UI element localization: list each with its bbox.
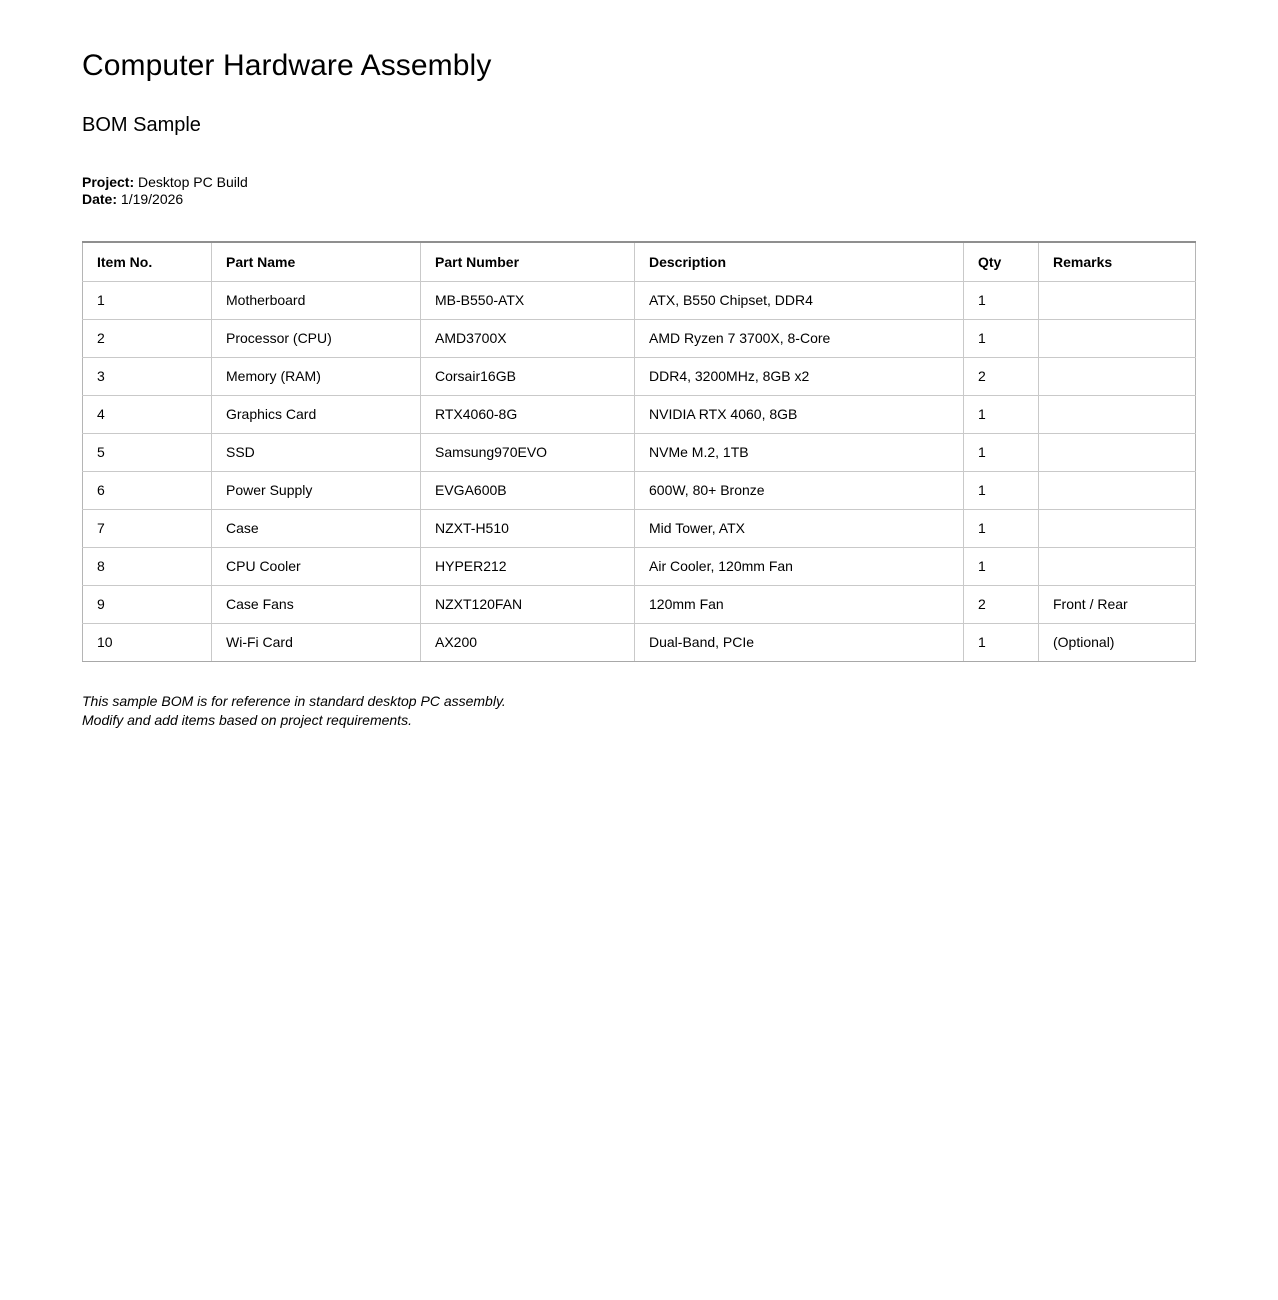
table-row bbox=[83, 395, 1196, 433]
cell-item-no: 1 bbox=[83, 281, 212, 319]
cell-description: AMD Ryzen 7 3700X, 8-Core bbox=[635, 319, 964, 357]
cell-description: DDR4, 3200MHz, 8GB x2 bbox=[635, 357, 964, 395]
cell-part-number: NZXT-H510 bbox=[421, 509, 635, 547]
cell-part-number: NZXT120FAN bbox=[421, 585, 635, 623]
table-row bbox=[83, 471, 1196, 509]
cell-remarks bbox=[1039, 281, 1196, 319]
cell-description: 600W, 80+ Bronze bbox=[635, 471, 964, 509]
cell-description: NVIDIA RTX 4060, 8GB bbox=[635, 395, 964, 433]
cell-description: Air Cooler, 120mm Fan bbox=[635, 547, 964, 585]
cell-remarks bbox=[1039, 433, 1196, 471]
cell-part-number: MB-B550-ATX bbox=[421, 281, 635, 319]
cell-part-number: RTX4060-8G bbox=[421, 395, 635, 433]
cell-remarks bbox=[1039, 319, 1196, 357]
cell-remarks bbox=[1039, 471, 1196, 509]
page-subtitle: BOM Sample bbox=[82, 114, 201, 136]
cell-item-no: 4 bbox=[83, 395, 212, 433]
cell-item-no: 6 bbox=[83, 471, 212, 509]
cell-qty: 1 bbox=[964, 623, 1039, 661]
cell-item-no: 8 bbox=[83, 547, 212, 585]
cell-part-number: AMD3700X bbox=[421, 319, 635, 357]
table-row bbox=[83, 585, 1196, 623]
cell-part-name: Motherboard bbox=[212, 281, 421, 319]
cell-qty: 1 bbox=[964, 395, 1039, 433]
cell-qty: 1 bbox=[964, 509, 1039, 547]
cell-description: Mid Tower, ATX bbox=[635, 509, 964, 547]
cell-item-no: 10 bbox=[83, 623, 212, 661]
cell-remarks bbox=[1039, 509, 1196, 547]
meta-project bbox=[82, 174, 1196, 191]
cell-part-name: Case Fans bbox=[212, 585, 421, 623]
cell-item-no: 3 bbox=[83, 357, 212, 395]
cell-item-no: 7 bbox=[83, 509, 212, 547]
table-row bbox=[83, 433, 1196, 471]
table-row bbox=[83, 357, 1196, 395]
meta-project-value: Desktop PC Build bbox=[138, 174, 248, 190]
meta-date-label: Date: bbox=[82, 191, 118, 207]
column-header-item-no: Item No. bbox=[83, 242, 212, 281]
bom-table bbox=[82, 241, 1196, 662]
cell-part-name: SSD bbox=[212, 433, 421, 471]
footnote-line-2: Modify and add items based on project requirements. bbox=[82, 711, 412, 728]
column-header-description: Description bbox=[635, 242, 964, 281]
cell-part-name: Processor (CPU) bbox=[212, 319, 421, 357]
cell-part-name: CPU Cooler bbox=[212, 547, 421, 585]
cell-item-no: 2 bbox=[83, 319, 212, 357]
cell-remarks bbox=[1039, 357, 1196, 395]
cell-part-name: Memory (RAM) bbox=[212, 357, 421, 395]
table-row bbox=[83, 547, 1196, 585]
table-row bbox=[83, 623, 1196, 661]
column-header-remarks: Remarks bbox=[1039, 242, 1196, 281]
column-header-qty: Qty bbox=[964, 242, 1039, 281]
column-header-part-name: Part Name bbox=[212, 242, 421, 281]
cell-part-number: Samsung970EVO bbox=[421, 433, 635, 471]
cell-qty: 1 bbox=[964, 281, 1039, 319]
page-title: Computer Hardware Assembly bbox=[82, 49, 492, 82]
cell-item-no: 5 bbox=[83, 433, 212, 471]
meta-date-value: 1/19/2026 bbox=[120, 191, 184, 207]
table-row bbox=[83, 281, 1196, 319]
table-row bbox=[83, 509, 1196, 547]
footnote bbox=[82, 692, 1196, 730]
cell-remarks bbox=[1039, 547, 1196, 585]
bom-table-head bbox=[83, 242, 1196, 281]
cell-item-no: 9 bbox=[83, 585, 212, 623]
cell-remarks: Front / Rear bbox=[1039, 585, 1196, 623]
cell-remarks bbox=[1039, 395, 1196, 433]
cell-part-name: Power Supply bbox=[212, 471, 421, 509]
cell-part-name: Graphics Card bbox=[212, 395, 421, 433]
cell-description: NVMe M.2, 1TB bbox=[635, 433, 964, 471]
cell-qty: 1 bbox=[964, 547, 1039, 585]
table-header-row bbox=[83, 242, 1196, 281]
cell-description: 120mm Fan bbox=[635, 585, 964, 623]
document-meta bbox=[82, 174, 1196, 208]
cell-part-name: Wi-Fi Card bbox=[212, 623, 421, 661]
cell-part-number: AX200 bbox=[421, 623, 635, 661]
column-header-part-number: Part Number bbox=[421, 242, 635, 281]
cell-part-number: EVGA600B bbox=[421, 471, 635, 509]
cell-part-number: Corsair16GB bbox=[421, 357, 635, 395]
footnote-line-1: This sample BOM is for reference in standard desktop PC assembly. bbox=[82, 692, 506, 709]
cell-qty: 2 bbox=[964, 585, 1039, 623]
cell-description: Dual-Band, PCIe bbox=[635, 623, 964, 661]
bom-table-body bbox=[83, 281, 1196, 661]
cell-qty: 1 bbox=[964, 319, 1039, 357]
cell-part-name: Case bbox=[212, 509, 421, 547]
meta-date bbox=[82, 191, 1196, 208]
cell-remarks: (Optional) bbox=[1039, 623, 1196, 661]
meta-project-label: Project: bbox=[82, 174, 135, 190]
cell-description: ATX, B550 Chipset, DDR4 bbox=[635, 281, 964, 319]
table-row bbox=[83, 319, 1196, 357]
cell-qty: 1 bbox=[964, 471, 1039, 509]
cell-qty: 1 bbox=[964, 433, 1039, 471]
cell-part-number: HYPER212 bbox=[421, 547, 635, 585]
cell-qty: 2 bbox=[964, 357, 1039, 395]
